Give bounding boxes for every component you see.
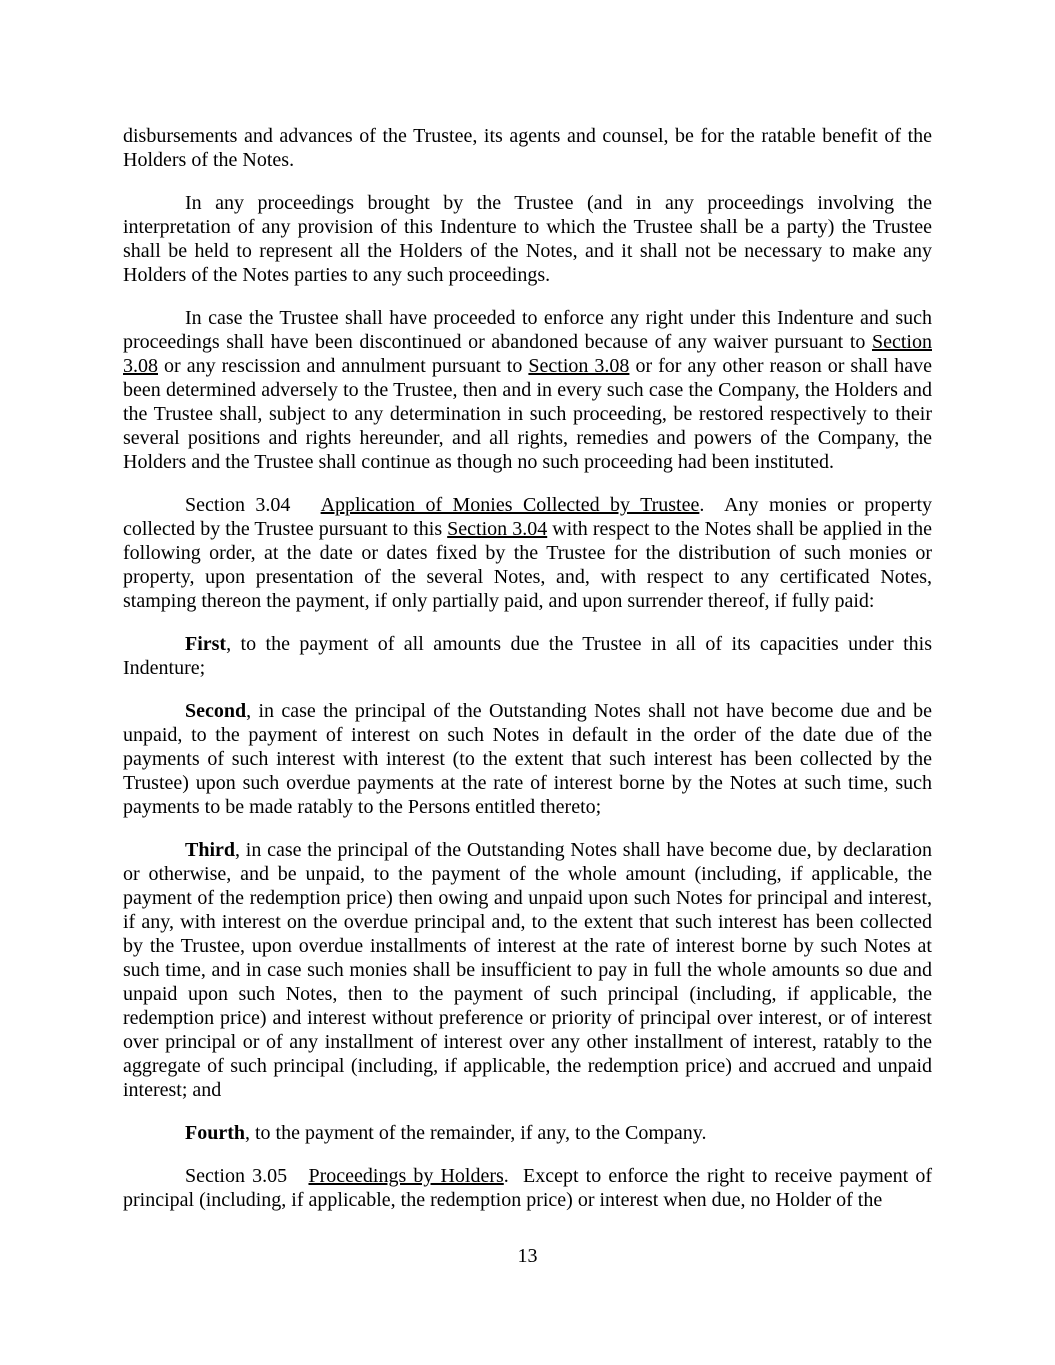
text-run: or for any other reason or shall have been determined adversely to the Trustee, then and in every such case the Company, the Holders and the Trustee shall, subject to any determination in such proceeding, be restored respectively to their several positions and rights hereunder, and all rights, remedies and powers of the Company, the Holders and the Trustee shall continue as though no such proceeding had been instituted. bbox=[123, 355, 932, 473]
paragraph bbox=[123, 838, 932, 1102]
section-reference: Section 3.08 bbox=[123, 331, 932, 377]
text-run: In any proceedings brought by the Trustee (and in any proceedings involving the interpretation of any provision of this Indenture to which the Trustee shall be a party) the Trustee shall be held to represent all the Holders of the Notes, and it shall not be necessary to make any Holders of the Notes parties to any such proceedings. bbox=[123, 192, 932, 286]
ordinal-label: Third bbox=[185, 839, 236, 861]
paragraph bbox=[123, 124, 932, 172]
text-run: Section 3.04 bbox=[185, 494, 321, 516]
text-run: , in case the principal of the Outstanding Notes shall not have become due and be unpaid, to the payment of interest on such Notes in default in the order of the date due of the payments of such interest with interest (to the extent that such interest has been collected by the Trustee) upon such overdue payments at the rate of interest borne by the Notes at such time, such payments to be made ratably to the Persons entitled thereto; bbox=[123, 700, 932, 818]
document-body bbox=[123, 124, 932, 1212]
paragraph bbox=[123, 191, 932, 287]
section-reference: Section 3.08 bbox=[528, 355, 630, 377]
section-reference: Application of Monies Collected by Trustee bbox=[320, 494, 700, 516]
text-run: , in case the principal of the Outstanding Notes shall have become due, by declaration or otherwise, and be unpaid, to the payment of the whole amount (including, if applicable, the payment of the redemption price) then owing and unpaid upon such Notes for principal and interest, if any, with interest on the overdue principal and, to the extent that such interest has been collected by the Trustee, upon overdue installments of interest at the rate of interest borne by such Notes at such time, and in case such monies shall be insufficient to pay in full the whole amounts so due and unpaid upon such Notes, then to the payment of such principal (including, if applicable, the redemption price) and interest without preference or priority of principal over interest, or of interest over principal or of any installment of interest over any other installment of interest, ratably to the aggregate of such principal (including, if applicable, the redemption price) and accrued and unpaid interest; and bbox=[123, 839, 932, 1101]
ordinal-label: Fourth bbox=[185, 1122, 245, 1144]
paragraph bbox=[123, 306, 932, 474]
text-run: or any rescission and annulment pursuant to bbox=[158, 355, 529, 377]
paragraph bbox=[123, 493, 932, 613]
text-run: , to the payment of the remainder, if any, to the Company. bbox=[245, 1122, 707, 1144]
page-number: 13 bbox=[517, 1245, 538, 1267]
section-reference: Proceedings by Holders bbox=[308, 1165, 504, 1187]
text-run: Section 3.05 bbox=[185, 1165, 309, 1187]
text-run: . Except to enforce the right to receive payment of principal (including, if applicable, the redemption price) or interest when due, no Holder of the bbox=[123, 1165, 932, 1211]
paragraph bbox=[123, 632, 932, 680]
section-reference: Section 3.04 bbox=[447, 518, 548, 540]
text-run: In case the Trustee shall have proceeded to enforce any right under this Indenture and such proceedings shall have been discontinued or abandoned because of any waiver pursuant to bbox=[123, 307, 932, 353]
text-run: . Any monies or property collected by the Trustee pursuant to this bbox=[123, 494, 933, 540]
paragraph bbox=[123, 1164, 932, 1212]
ordinal-label: First bbox=[185, 633, 227, 655]
paragraph bbox=[123, 699, 932, 819]
paragraph bbox=[123, 1121, 932, 1145]
text-run: with respect to the Notes shall be applied in the following order, at the date or dates fixed by the Trustee for the distribution of such monies or property, upon presentation of the several Notes, and, with respect to any certificated Notes, stamping thereon the payment, if only partially paid, and upon surrender thereof, if fully paid: bbox=[123, 518, 932, 612]
text-run: disbursements and advances of the Trustee, its agents and counsel, be for the ratable benefit of the Holders of the Notes. bbox=[123, 125, 932, 171]
text-run: , to the payment of all amounts due the Trustee in all of its capacities under this Indenture; bbox=[123, 633, 932, 679]
ordinal-label: Second bbox=[185, 700, 247, 722]
